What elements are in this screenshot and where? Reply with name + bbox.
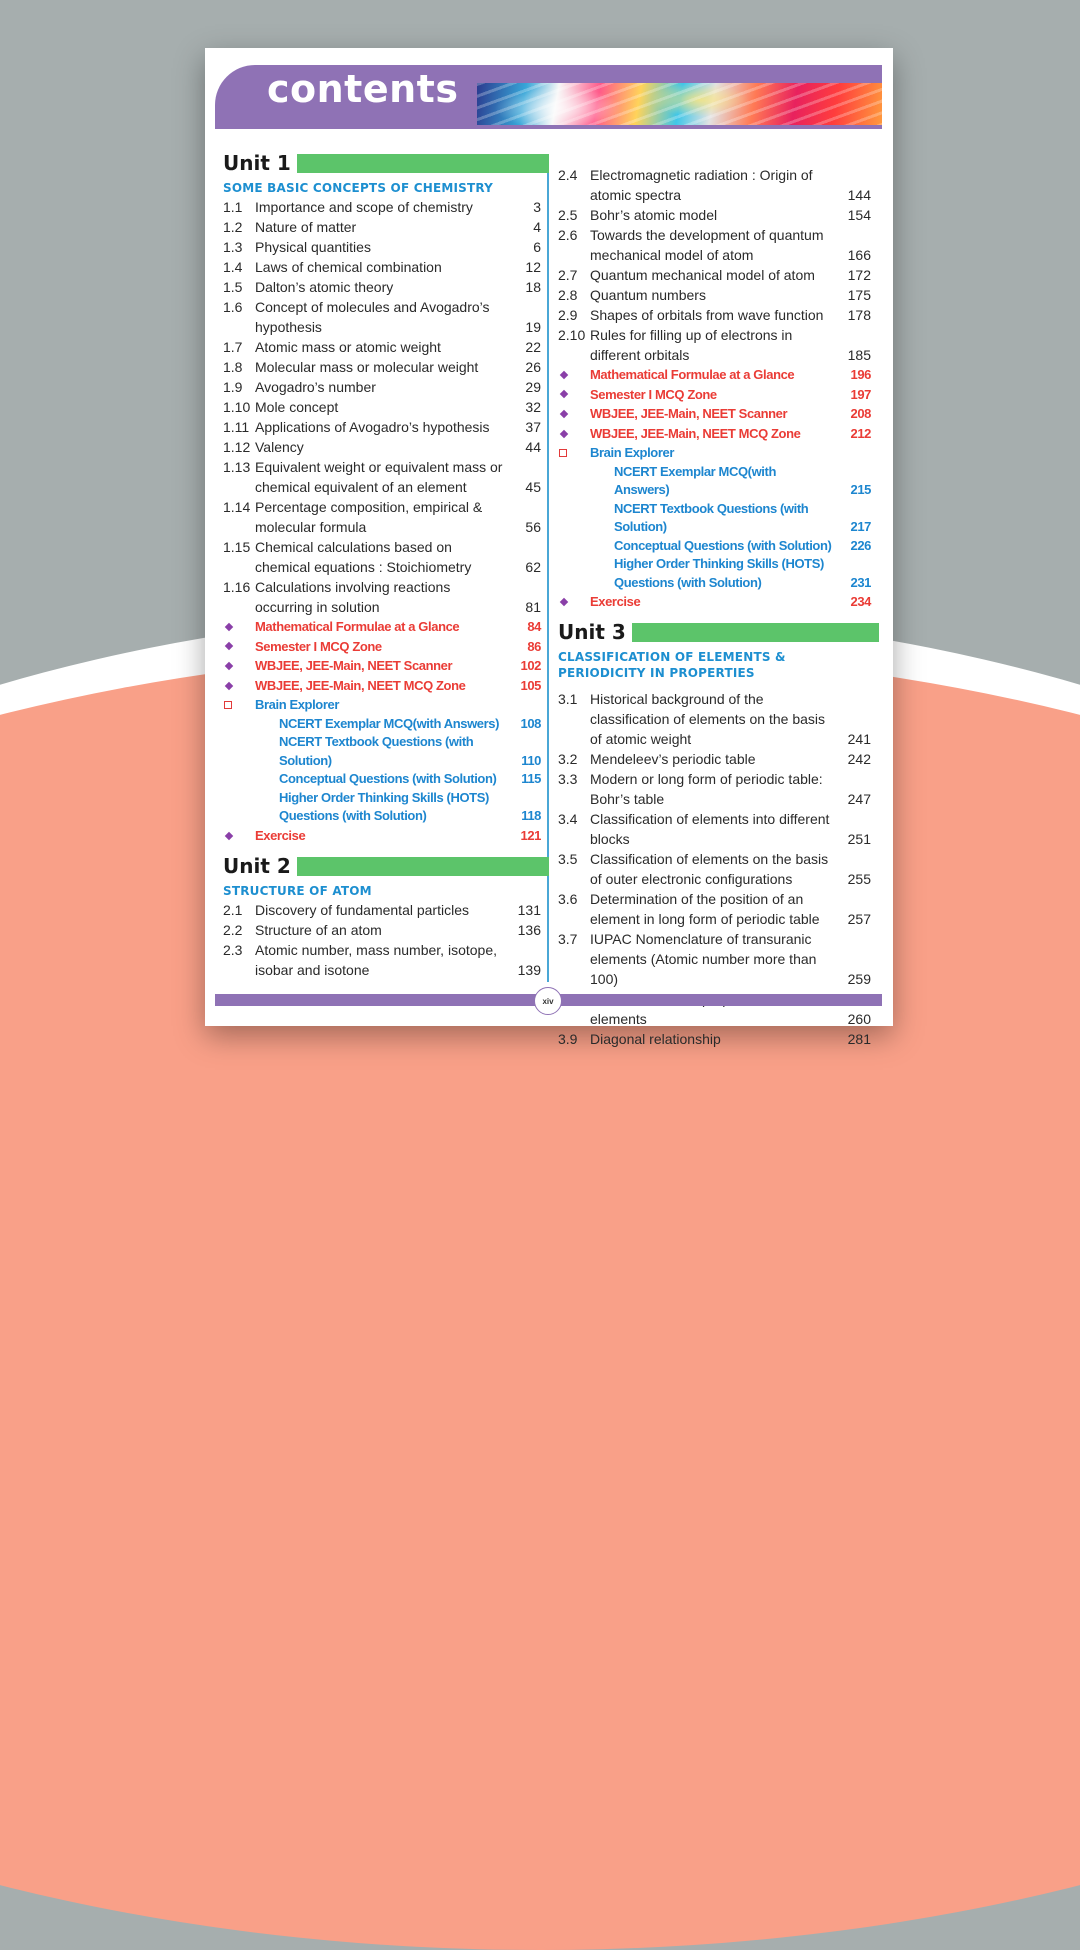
toc-special-entry[interactable] (558, 385, 871, 405)
unit-subtitle: SOME BASIC CONCEPTS OF CHEMISTRY (223, 181, 494, 195)
unit-subtitle: CLASSIFICATION OF ELEMENTS & PERIODICITY IN PROPERTIES (558, 650, 786, 681)
entry-number: 2.7 (558, 267, 578, 283)
entry-page: 175 (847, 287, 871, 303)
entry-page: 226 (850, 537, 871, 553)
toc-sub-entry[interactable] (223, 789, 541, 826)
square-shape (224, 701, 232, 709)
entry-title: Conceptual Questions (with Solution) (614, 537, 832, 553)
toc-entry[interactable] (223, 217, 541, 237)
entry-page: 251 (847, 831, 871, 848)
unit-green-bar (297, 154, 549, 173)
entry-title: Atomic number, mass number, isotope, isobar and isotone (255, 941, 497, 978)
entry-page: 121 (520, 827, 541, 843)
entry-title: Shapes of orbitals from wave function (590, 307, 824, 323)
diamond-shape (560, 410, 568, 418)
toc-entry[interactable] (558, 265, 871, 285)
unit-label: Unit 2 (223, 853, 291, 878)
entry-title: Avogadro’s number (255, 379, 376, 395)
entry-title: Importance and scope of chemistry (255, 199, 473, 215)
entry-page: 255 (847, 871, 871, 888)
diamond-bullet-icon (558, 592, 590, 612)
toc-entry[interactable] (558, 1029, 871, 1049)
toc-special-entry[interactable] (223, 695, 541, 715)
entry-page: 105 (520, 677, 541, 693)
entry-title: Structure of an atom (255, 921, 382, 938)
unit-green-bar (297, 857, 549, 876)
entry-title: WBJEE, JEE-Main, NEET Scanner (255, 658, 453, 674)
toc-entry[interactable] (558, 809, 871, 849)
entry-number: 1.14 (223, 499, 251, 515)
toc-entry[interactable] (223, 377, 541, 397)
unit-subtitle: STRUCTURE OF ATOM (223, 883, 372, 898)
entry-title: Modern or long form of periodic table: Bohr’s table (590, 771, 823, 808)
square-shape (559, 449, 567, 457)
entry-title: Quantum mechanical model of atom (590, 267, 815, 283)
diamond-shape (560, 371, 568, 379)
entry-page: 6 (533, 239, 541, 255)
entry-number: 2.6 (558, 227, 578, 243)
entry-number: 2.9 (558, 307, 578, 323)
toc-sub-entry[interactable] (223, 715, 541, 734)
entry-title: Determination of the position of an element in long form of periodic table (590, 891, 820, 928)
toc-entry[interactable] (223, 337, 541, 357)
entry-page: 4 (533, 219, 541, 235)
entry-number: 3.5 (558, 851, 578, 868)
toc-special-entry[interactable] (223, 676, 541, 696)
toc-entry[interactable] (223, 397, 541, 417)
toc-entry[interactable] (558, 305, 871, 325)
toc-entry[interactable] (223, 437, 541, 457)
entry-title: Historical background of the classification of elements on the basis of atomic weight (590, 691, 826, 748)
entry-page: 118 (521, 808, 541, 824)
entry-number: 3.1 (558, 691, 578, 708)
entry-number: 2.5 (558, 207, 578, 223)
toc-entry[interactable] (558, 285, 871, 305)
toc-entry[interactable] (558, 689, 871, 749)
toc-special-entry[interactable] (223, 617, 541, 637)
toc-special-entry[interactable] (558, 443, 871, 463)
toc-entry[interactable] (223, 900, 541, 920)
entry-title: Higher Order Thinking Skills (HOTS) Questions (with Solution) (614, 556, 824, 590)
entry-title: IUPAC Nomenclature of transuranic elements (Atomic number more than 100) (590, 931, 817, 988)
entry-page: 3 (533, 199, 541, 215)
entry-page: 139 (517, 961, 541, 978)
diamond-bullet-icon (223, 617, 255, 637)
entry-number: 1.8 (223, 359, 243, 375)
entry-number: 1.13 (223, 459, 251, 475)
entry-title: Mathematical Formulae at a Glance (590, 367, 795, 382)
entry-page: 110 (521, 752, 541, 768)
diamond-shape (225, 623, 233, 631)
entry-title: Concept of molecules and Avogadro’s hypothesis (255, 299, 490, 335)
unit-label: Unit 3 (558, 620, 626, 645)
entry-number: 1.4 (223, 259, 243, 275)
entry-page: 86 (527, 638, 541, 654)
entry-title: Diagonal relationship (590, 1031, 721, 1048)
unit-heading (223, 854, 541, 881)
entry-page: 166 (847, 247, 871, 263)
entry-number: 3.3 (558, 771, 578, 788)
entry-number: 1.16 (223, 579, 251, 595)
entry-number: 1.6 (223, 299, 243, 315)
entry-page: 32 (525, 399, 541, 415)
entry-title: Brain Explorer (590, 445, 674, 461)
entry-page: 259 (847, 971, 871, 988)
toc-entry[interactable] (223, 277, 541, 297)
diamond-bullet-icon (223, 637, 255, 657)
entry-page: 197 (850, 386, 871, 402)
entry-title: NCERT Exemplar MCQ(with Answers) (279, 715, 500, 731)
unit-label: Unit 1 (223, 151, 291, 175)
unit-heading (223, 151, 541, 178)
entry-page: 281 (847, 1031, 871, 1048)
unit-heading (558, 620, 871, 647)
entry-page: 154 (847, 207, 871, 223)
entry-title: Laws of chemical combination (255, 259, 442, 275)
entry-page: 136 (517, 921, 541, 938)
entry-number: 2.8 (558, 287, 578, 303)
toc-entry[interactable] (223, 197, 541, 217)
entry-page: 84 (527, 619, 541, 634)
toc-entry[interactable] (558, 889, 871, 929)
entry-number: 3.6 (558, 891, 578, 908)
toc-entry[interactable] (223, 497, 541, 537)
entry-title: Quantum numbers (590, 287, 706, 303)
diamond-shape (225, 832, 233, 840)
entry-page: 196 (850, 367, 871, 382)
entry-title: Percentage composition, empirical & molecular formula (255, 499, 483, 535)
entry-title: Valency (255, 439, 304, 455)
entry-title: Bohr’s atomic model (590, 207, 718, 223)
entry-number: 2.3 (223, 941, 243, 958)
diamond-bullet-icon (558, 365, 590, 385)
unit-green-bar (632, 623, 879, 642)
square-bullet-icon (223, 695, 255, 715)
toc-entry[interactable] (223, 940, 541, 980)
toc-sub-entry[interactable] (558, 463, 871, 500)
toc-entry[interactable] (223, 237, 541, 257)
entry-page: 45 (525, 479, 541, 495)
entry-page: 29 (525, 379, 541, 395)
contents-header (215, 65, 882, 129)
entry-title: Mole concept (255, 399, 339, 415)
entry-title: Equivalent weight or equivalent mass or chemical equivalent of an element (255, 459, 503, 495)
right-column (558, 165, 871, 1049)
diamond-bullet-icon (558, 404, 590, 424)
diamond-shape (225, 642, 233, 650)
diamond-bullet-icon (558, 385, 590, 405)
entry-number: 1.15 (223, 539, 251, 555)
page-number: xiv (534, 987, 562, 1015)
entry-title: NCERT Textbook Questions (with Solution) (279, 734, 474, 768)
diamond-shape (560, 598, 568, 606)
entry-number: 2.10 (558, 327, 586, 343)
entry-page: 247 (847, 791, 871, 808)
entry-page: 185 (847, 347, 871, 363)
entry-page: 241 (847, 731, 871, 748)
entry-title: Classification of elements into different blocks (590, 811, 830, 848)
entry-number: 1.11 (223, 419, 250, 435)
entry-title: Semester I MCQ Zone (590, 386, 717, 402)
entry-title: WBJEE, JEE-Main, NEET MCQ Zone (590, 425, 801, 441)
entry-page: 131 (517, 901, 541, 918)
entry-number: 3.9 (558, 1031, 578, 1048)
book-page (205, 48, 893, 1048)
toc-special-entry[interactable] (558, 365, 871, 385)
entry-page: 212 (850, 425, 871, 441)
entry-title: Exercise (590, 594, 641, 610)
toc-entry[interactable] (558, 165, 871, 205)
toc-entry[interactable] (223, 577, 541, 617)
toc-entry[interactable] (558, 929, 871, 989)
entry-number: 2.1 (223, 901, 243, 918)
entry-page: 144 (847, 187, 871, 203)
entry-title: Electromagnetic radiation : Origin of atomic spectra (590, 167, 813, 203)
entry-title: Discovery of fundamental particles (255, 901, 469, 918)
entry-page: 234 (850, 594, 871, 610)
entry-title: NCERT Exemplar MCQ(with Answers) (614, 463, 776, 498)
entry-page: 102 (520, 658, 541, 674)
entry-number: 1.3 (223, 239, 243, 255)
entry-title: Conceptual Questions (with Solution) (279, 771, 497, 787)
entry-number: 3.7 (558, 931, 578, 948)
entry-page: 257 (847, 911, 871, 928)
toc-entry[interactable] (558, 325, 871, 365)
toc-special-entry[interactable] (223, 656, 541, 676)
toc-sub-entry[interactable] (558, 500, 871, 537)
entry-page: 215 (850, 482, 871, 498)
toc-entry[interactable] (558, 225, 871, 265)
entry-number: 3.2 (558, 751, 578, 768)
entry-number: 1.5 (223, 279, 243, 295)
toc-sub-entry[interactable] (223, 733, 541, 770)
entry-title: Mendeleev’s periodic table (590, 751, 756, 768)
entry-page: 22 (525, 339, 541, 355)
square-bullet-icon (558, 443, 590, 463)
entry-number: 1.7 (223, 339, 243, 355)
entry-page: 208 (850, 406, 871, 422)
entry-title: Rules for filling up of electrons in different orbitals (590, 327, 793, 363)
diamond-bullet-icon (558, 424, 590, 444)
toc-entry[interactable] (223, 417, 541, 437)
diamond-shape (225, 681, 233, 689)
toc-entry[interactable] (223, 537, 541, 577)
toc-entry[interactable] (558, 749, 871, 769)
toc-entry[interactable] (223, 920, 541, 940)
entry-title: Towards the development of quantum mechanical model of atom (590, 227, 824, 263)
entry-page: 81 (525, 599, 541, 615)
entry-title: WBJEE, JEE-Main, NEET MCQ Zone (255, 677, 466, 693)
entry-page: 242 (847, 751, 871, 768)
page-title: contents (267, 67, 459, 111)
toc-entry[interactable] (558, 849, 871, 889)
entry-title: Chemical calculations based on chemical equations : Stoichiometry (255, 539, 472, 575)
toc-entry[interactable] (223, 257, 541, 277)
toc-entry[interactable] (223, 457, 541, 497)
entry-title: Brain Explorer (255, 697, 339, 713)
entry-page: 260 (847, 1011, 871, 1028)
entry-title: NCERT Textbook Questions (with Solution) (614, 500, 809, 535)
entry-page: 115 (521, 771, 541, 787)
entry-page: 172 (847, 267, 871, 283)
entry-number: 2.2 (223, 921, 243, 938)
toc-special-entry[interactable] (223, 826, 541, 846)
entry-title: Calculations involving reactions occurring in solution (255, 579, 451, 615)
entry-title: elements (590, 1011, 647, 1028)
toc-entry[interactable] (223, 357, 541, 377)
entry-page: 62 (525, 559, 541, 575)
entry-number: 1.9 (223, 379, 243, 395)
entry-title: Applications of Avogadro’s hypothesis (255, 419, 490, 435)
toc-entry[interactable] (558, 769, 871, 809)
toc-entry[interactable] (558, 205, 871, 225)
entry-title: Semester I MCQ Zone (255, 638, 382, 654)
entry-title: Nature of matter (255, 219, 357, 235)
entry-page: 18 (525, 279, 541, 295)
entry-title: Higher Order Thinking Skills (HOTS) Questions (with Solution) (279, 789, 489, 824)
toc-sub-entry[interactable] (223, 770, 541, 789)
entry-number: 1.12 (223, 439, 251, 455)
diamond-bullet-icon (223, 656, 255, 676)
entry-page: 26 (525, 359, 541, 375)
toc-sub-entry[interactable] (558, 555, 871, 592)
entry-number: 2.4 (558, 167, 578, 183)
entry-number: 3.4 (558, 811, 578, 828)
diamond-shape (225, 662, 233, 670)
entry-page: 231 (850, 574, 871, 590)
toc-entry[interactable] (223, 297, 541, 337)
diamond-bullet-icon (223, 676, 255, 696)
diamond-bullet-icon (223, 826, 255, 846)
entry-number: 1.2 (223, 219, 243, 235)
entry-page: 108 (520, 715, 541, 731)
entry-page: 37 (525, 419, 541, 435)
entry-title: Classification of elements on the basis of outer electronic configurations (590, 851, 829, 888)
entry-page: 19 (525, 319, 541, 335)
entry-title: Dalton’s atomic theory (255, 279, 394, 295)
entry-page: 12 (525, 259, 541, 275)
left-column (223, 151, 541, 980)
toc-special-entry[interactable] (558, 424, 871, 444)
entry-title: Exercise (255, 827, 306, 843)
diamond-shape (560, 429, 568, 437)
entry-page: 178 (847, 307, 871, 323)
entry-title: Atomic mass or atomic weight (255, 339, 441, 355)
header-art-image (477, 83, 882, 125)
entry-page: 56 (525, 519, 541, 535)
toc-special-entry[interactable] (558, 404, 871, 424)
toc-special-entry[interactable] (558, 592, 871, 612)
entry-title: WBJEE, JEE-Main, NEET Scanner (590, 406, 788, 422)
entry-title: Physical quantities (255, 239, 371, 255)
entry-page: 217 (850, 519, 871, 535)
entry-number: 1.1 (223, 199, 243, 215)
entry-page: 44 (525, 439, 541, 455)
entry-title: Molecular mass or molecular weight (255, 359, 479, 375)
entry-number: 1.10 (223, 399, 251, 415)
entry-title: Mathematical Formulae at a Glance (255, 619, 460, 634)
diamond-shape (560, 390, 568, 398)
toc-special-entry[interactable] (223, 637, 541, 657)
toc-sub-entry[interactable] (558, 537, 871, 556)
